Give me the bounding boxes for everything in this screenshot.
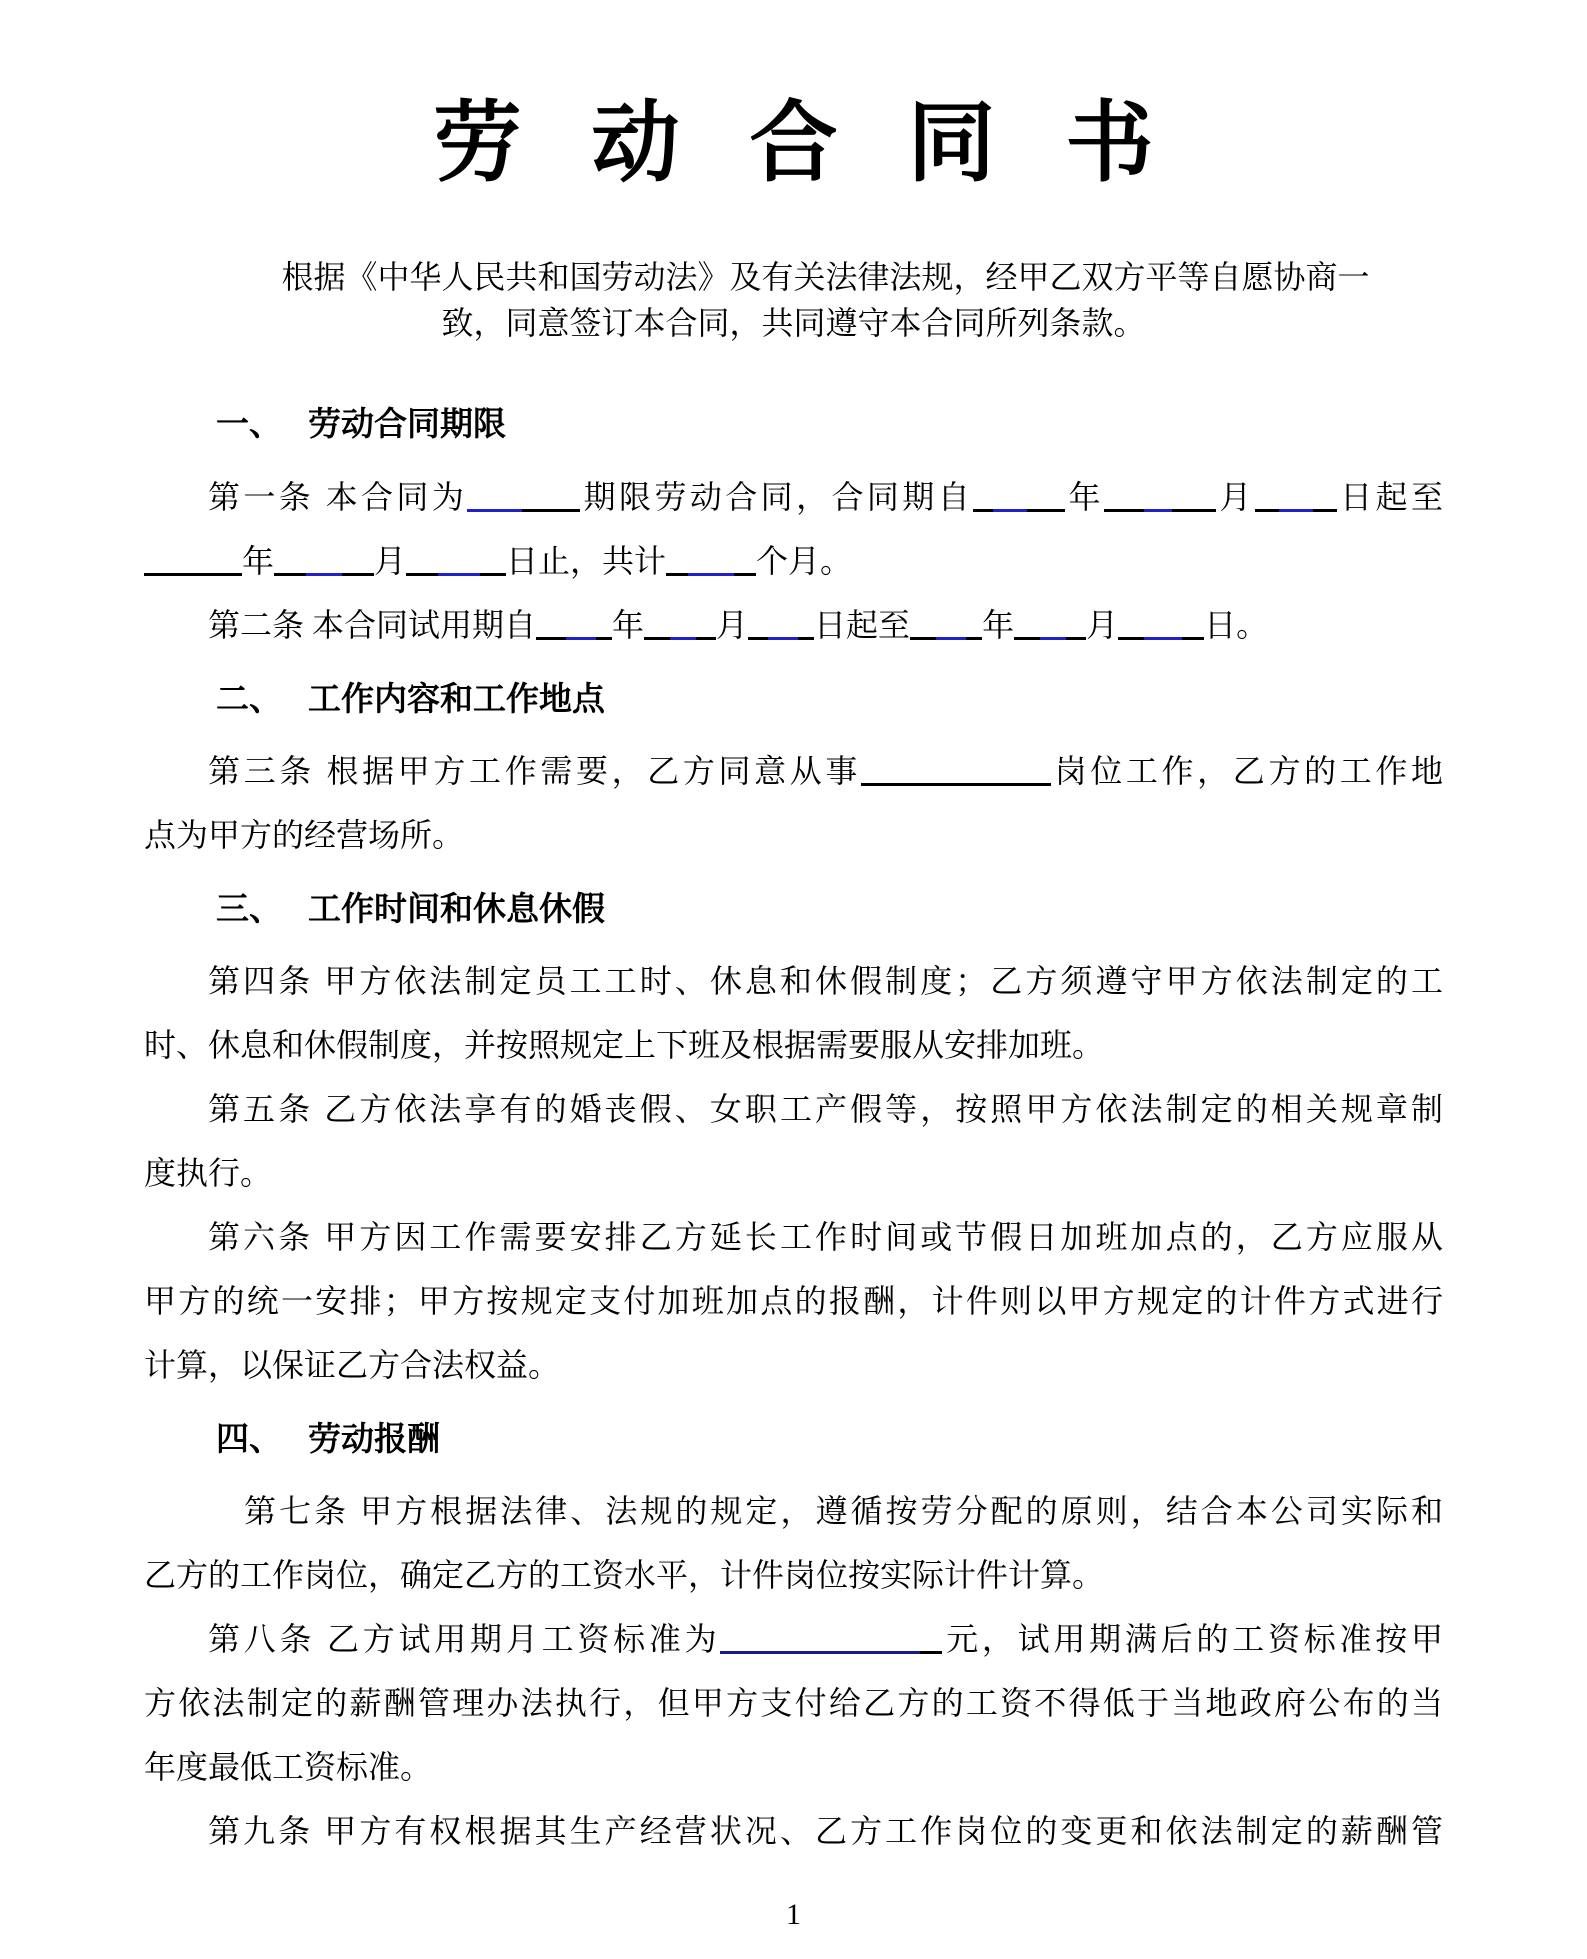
blank-underline xyxy=(644,631,670,640)
section-number: 一、 xyxy=(216,407,282,444)
blank-underline xyxy=(536,631,566,640)
blank-underline xyxy=(406,567,438,576)
blank-underline xyxy=(696,631,716,640)
clause-line xyxy=(144,1671,1443,1735)
blank-underline xyxy=(910,631,936,640)
clause-text: 年度最低工资标准。 xyxy=(144,1749,433,1786)
blank-underline xyxy=(1172,503,1216,512)
intro-line-1: 根据《中华人民共和国劳动法》及有关法律法规，经甲乙双方平等自愿协商一 xyxy=(281,258,1370,295)
blank-underline xyxy=(1144,631,1182,640)
section-title: 劳动报酬 xyxy=(308,1421,440,1458)
clause-text: 乙方的工作岗位，确定乙方的工资水平，计件岗位按实际计件计算。 xyxy=(144,1557,1105,1594)
clause-line xyxy=(144,1735,1443,1799)
clause-text: 月 xyxy=(1086,606,1119,643)
clause-text: 度执行。 xyxy=(144,1154,273,1191)
blank-underline xyxy=(993,503,1027,512)
blank-underline xyxy=(861,777,1051,786)
clause-text: 年 xyxy=(612,606,645,643)
clause-paragraph xyxy=(144,949,1443,1077)
blank-underline xyxy=(274,567,306,576)
section-number: 四、 xyxy=(216,1421,282,1458)
clause-paragraph xyxy=(144,1799,1443,1863)
clause-line xyxy=(144,1543,1443,1607)
clause-text: 第三条 根据甲方工作需要，乙方同意从事 xyxy=(208,752,862,789)
blank-underline xyxy=(1182,631,1204,640)
clause-text: 第一条 本合同为 xyxy=(208,478,468,515)
blank-underline xyxy=(720,1645,920,1654)
section-heading xyxy=(144,1417,1443,1463)
blank-underline xyxy=(566,631,596,640)
section-title: 工作时间和休息休假 xyxy=(308,891,605,928)
clause-line xyxy=(144,1607,1443,1671)
section-number: 三、 xyxy=(216,891,282,928)
blank-underline xyxy=(936,631,966,640)
clause-text: 第八条 乙方试用期月工资标准为 xyxy=(208,1621,721,1658)
clause-text: 方依法制定的薪酬管理办法执行，但甲方支付给乙方的工资不得低于当地政府公布的当 xyxy=(144,1685,1443,1722)
clause-text: 月 xyxy=(1215,478,1255,515)
section-heading xyxy=(144,887,1443,933)
blank-underline xyxy=(734,567,756,576)
blank-underline xyxy=(670,631,696,640)
clause-paragraph xyxy=(144,1479,1443,1607)
clause-line xyxy=(144,1479,1443,1543)
blank-underline xyxy=(1255,503,1279,512)
clause-line xyxy=(144,465,1443,529)
clause-line xyxy=(144,1013,1443,1077)
blank-underline xyxy=(480,567,506,576)
clause-text: 第五条 乙方依法享有的婚丧假、女职工产假等，按照甲方依法制定的相关规章制 xyxy=(208,1090,1443,1127)
clause-paragraph xyxy=(144,593,1443,657)
clause-text: 第四条 甲方依法制定员工工时、休息和休假制度；乙方须遵守甲方依法制定的工 xyxy=(208,962,1443,999)
clause-line xyxy=(144,1205,1443,1269)
clause-text: 月 xyxy=(374,542,407,579)
clause-text: 月 xyxy=(716,606,749,643)
clause-text: 第九条 甲方有权根据其生产经营状况、乙方工作岗位的变更和依法制定的薪酬管 xyxy=(208,1813,1443,1850)
clause-line xyxy=(144,739,1443,803)
blank-underline xyxy=(342,567,374,576)
clause-line xyxy=(144,1269,1443,1333)
clause-paragraph xyxy=(144,1205,1443,1397)
blank-underline xyxy=(688,567,734,576)
blank-underline xyxy=(666,567,688,576)
clause-line xyxy=(144,529,1443,593)
blank-underline xyxy=(1040,631,1066,640)
clause-line xyxy=(144,1077,1443,1141)
clause-paragraph xyxy=(144,1607,1443,1799)
clause-text: 日。 xyxy=(1204,606,1269,643)
clause-text: 年 xyxy=(242,542,275,579)
clause-text: 点为甲方的经营场所。 xyxy=(144,816,465,853)
blank-underline xyxy=(438,567,480,576)
blank-underline xyxy=(798,631,814,640)
clause-text: 岗位工作，乙方的工作地 xyxy=(1051,752,1443,789)
section-title: 工作内容和工作地点 xyxy=(308,681,605,718)
clause-text: 甲方的统一安排；甲方按规定支付加班加点的报酬，计件则以甲方规定的计件方式进行 xyxy=(144,1282,1443,1319)
clause-text: 日起至 xyxy=(1336,478,1443,515)
clause-text: 第七条 甲方根据法律、法规的规定，遵循按劳分配的原则，结合本公司实际和 xyxy=(244,1493,1443,1530)
section-heading xyxy=(144,677,1443,723)
blank-underline xyxy=(306,567,342,576)
section-title: 劳动合同期限 xyxy=(308,407,506,444)
blank-underline xyxy=(1279,503,1313,512)
clause-text: 第六条 甲方因工作需要安排乙方延长工作时间或节假日加班加点的，乙方应服从 xyxy=(208,1218,1443,1255)
document-body xyxy=(144,402,1443,1863)
section-heading xyxy=(144,402,1443,448)
blank-underline xyxy=(748,631,768,640)
clause-text: 元，试用期满后的工资标准按甲 xyxy=(942,1621,1443,1658)
clause-paragraph xyxy=(144,465,1443,593)
clause-text: 日止，共计 xyxy=(506,542,667,579)
blank-underline xyxy=(1118,631,1144,640)
clause-line xyxy=(144,803,1443,867)
clause-line xyxy=(144,1141,1443,1205)
clause-text: 个月。 xyxy=(756,542,853,579)
blank-underline xyxy=(768,631,798,640)
document-title: 劳动合同书 xyxy=(433,96,1224,193)
intro-paragraph xyxy=(144,254,1443,347)
blank-underline xyxy=(920,1645,942,1654)
clause-text: 期限劳动合同，合同期自 xyxy=(580,478,974,515)
blank-underline xyxy=(973,503,993,512)
clause-line xyxy=(144,1333,1443,1397)
intro-line-2: 致，同意签订本合同，共同遵守本合同所列条款。 xyxy=(441,304,1146,341)
blank-underline xyxy=(144,567,242,576)
blank-underline xyxy=(1144,503,1172,512)
clause-text: 第二条 本合同试用期自 xyxy=(208,606,537,643)
blank-underline xyxy=(1027,503,1065,512)
clause-paragraph xyxy=(144,1077,1443,1205)
clause-text: 年 xyxy=(1065,478,1104,515)
blank-underline xyxy=(1066,631,1086,640)
clause-line xyxy=(144,593,1443,657)
blank-underline xyxy=(1104,503,1144,512)
clause-text: 年 xyxy=(982,606,1015,643)
clause-text: 计算，以保证乙方合法权益。 xyxy=(144,1346,561,1383)
page-number: 1 xyxy=(786,1898,801,1931)
clause-text: 时、休息和休假制度，并按照规定上下班及根据需要服从安排加班。 xyxy=(144,1026,1105,1063)
blank-underline xyxy=(596,631,612,640)
clause-text: 日起至 xyxy=(814,606,911,643)
section-number: 二、 xyxy=(216,681,282,718)
clause-paragraph xyxy=(144,739,1443,867)
clause-line xyxy=(144,949,1443,1013)
blank-underline xyxy=(1014,631,1040,640)
blank-underline xyxy=(522,503,580,512)
blank-underline xyxy=(467,503,522,512)
clause-line xyxy=(144,1799,1443,1863)
blank-underline xyxy=(966,631,982,640)
blank-underline xyxy=(1313,503,1337,512)
